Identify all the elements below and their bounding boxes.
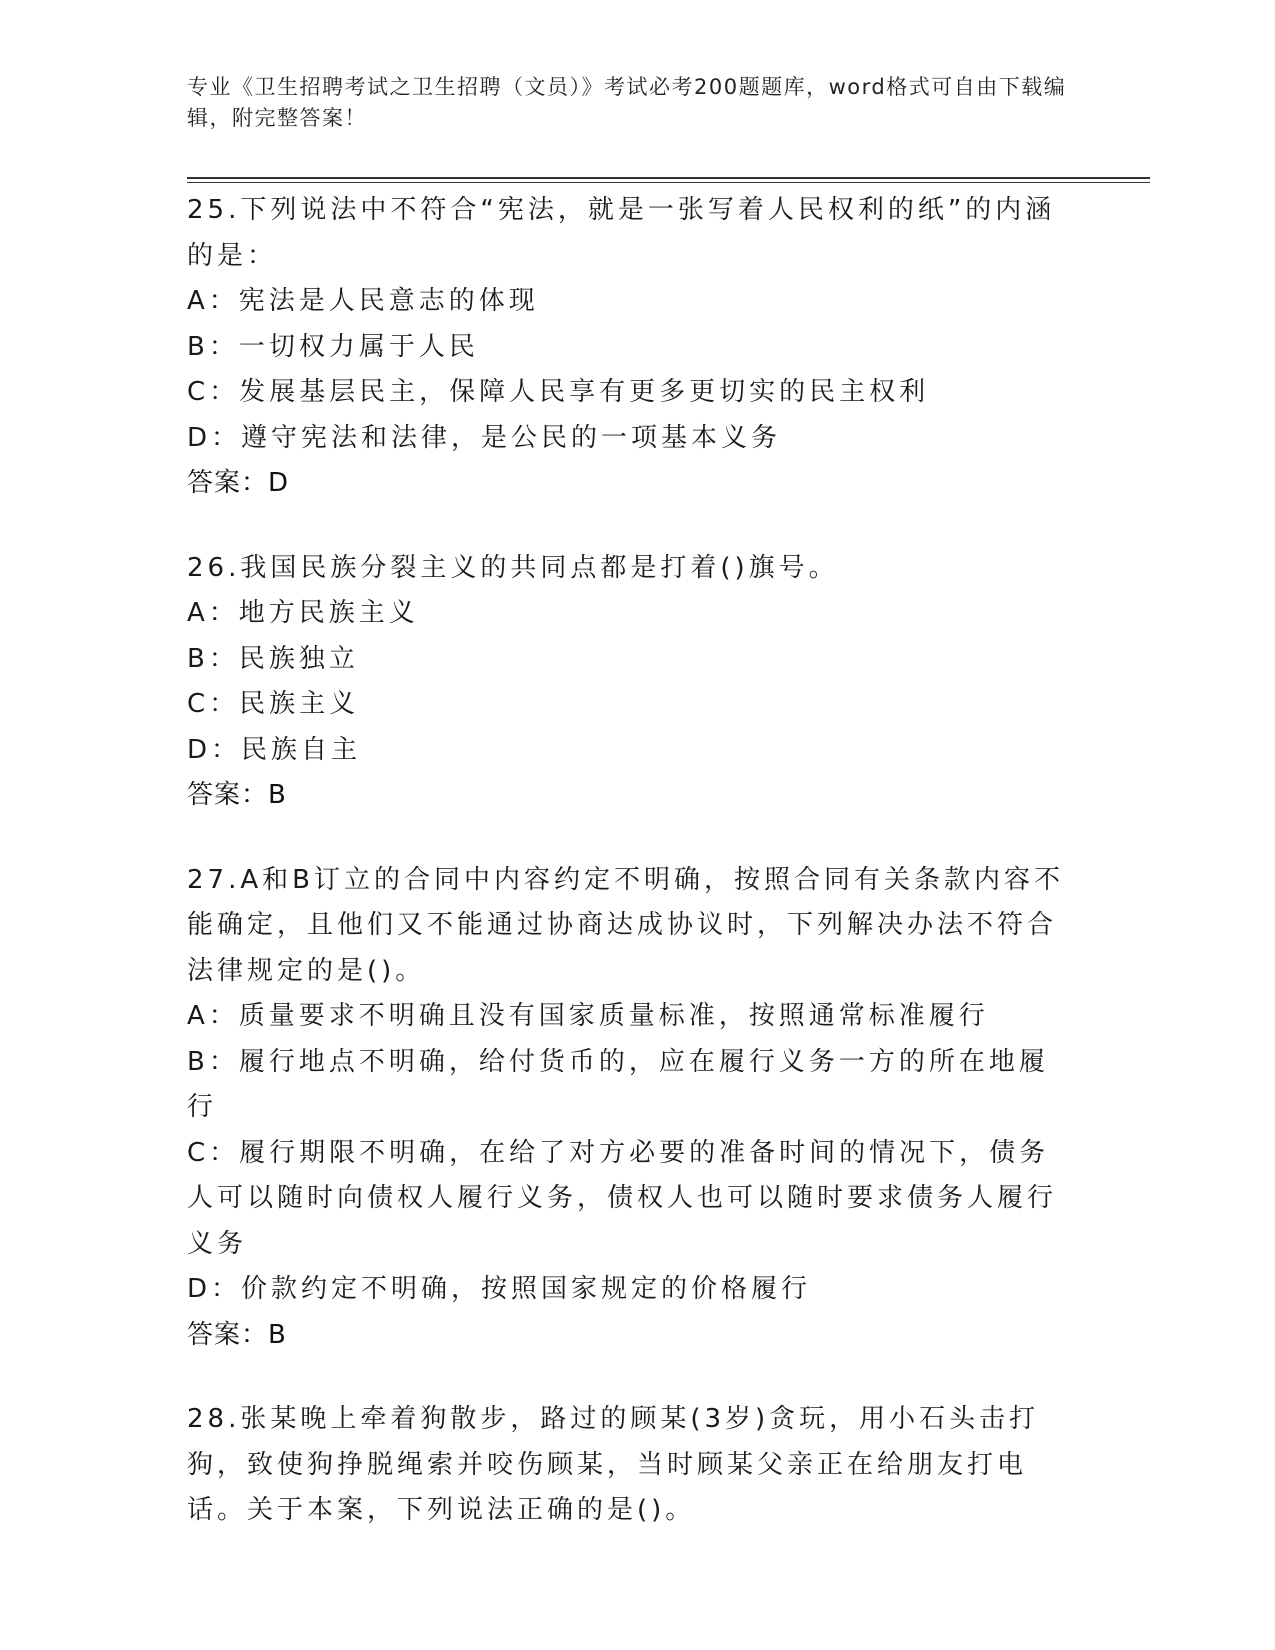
- option-a: A：宪法是人民意志的体现: [187, 286, 539, 316]
- option-d: D：民族自主: [187, 734, 362, 765]
- option-d: D：价款约定不明确，按照国家规定的价格履行: [187, 1274, 812, 1304]
- question-stem: 27.A和B订立的合同中内容约定不明确，按照合同有关条款内容不能确定，且他们又不能通过协商达成协议时，下列解决办法不符合法律规定的是()。: [187, 864, 1064, 986]
- option-a: A：质量要求不明确且没有国家质量标准，按照通常标准履行: [187, 1001, 989, 1031]
- question-26: [187, 546, 1077, 819]
- header-rule-thick: [187, 177, 1150, 179]
- answer: 答案：D: [187, 468, 290, 498]
- question-list: [187, 188, 1077, 1573]
- option-c: C：发展基层民主，保障人民享有更多更切实的民主权利: [187, 377, 930, 407]
- question-stem: 25.下列说法中不符合“宪法，就是一张写着人民权利的纸”的内涵的是：: [187, 195, 1056, 271]
- question-stem: 26.我国民族分裂主义的共同点都是打着()旗号。: [187, 552, 839, 583]
- option-a: A：地方民族主义: [187, 598, 419, 628]
- question-28: [187, 1397, 1077, 1534]
- question-25: [187, 188, 1077, 507]
- answer: 答案：B: [187, 780, 287, 810]
- option-c: C：履行期限不明确，在给了对方必要的准备时间的情况下，债务人可以随时向债权人履行义务，债权人也可以随时要求债务人履行义务: [187, 1137, 1058, 1259]
- option-c: C：民族主义: [187, 689, 360, 719]
- option-b: B：民族独立: [187, 643, 359, 674]
- answer: 答案：B: [187, 1319, 287, 1350]
- question-stem: 28.张某晚上牵着狗散步，路过的顾某(3岁)贪玩，用小石头击打狗，致使狗挣脱绳索并咬伤顾某，当时顾某父亲正在给朋友打电话。关于本案，下列说法正确的是()。: [187, 1404, 1040, 1525]
- header-rule-thin: [187, 182, 1150, 183]
- option-b: B：履行地点不明确，给付货币的，应在履行义务一方的所在地履行: [187, 1046, 1049, 1122]
- question-27: [187, 858, 1077, 1359]
- document-header: 专业《卫生招聘考试之卫生招聘（文员）》考试必考200题题库，word格式可自由下载编辑，附完整答案！: [187, 75, 1067, 130]
- option-d: D：遵守宪法和法律，是公民的一项基本义务: [187, 422, 782, 453]
- option-b: B：一切权力属于人民: [187, 331, 479, 362]
